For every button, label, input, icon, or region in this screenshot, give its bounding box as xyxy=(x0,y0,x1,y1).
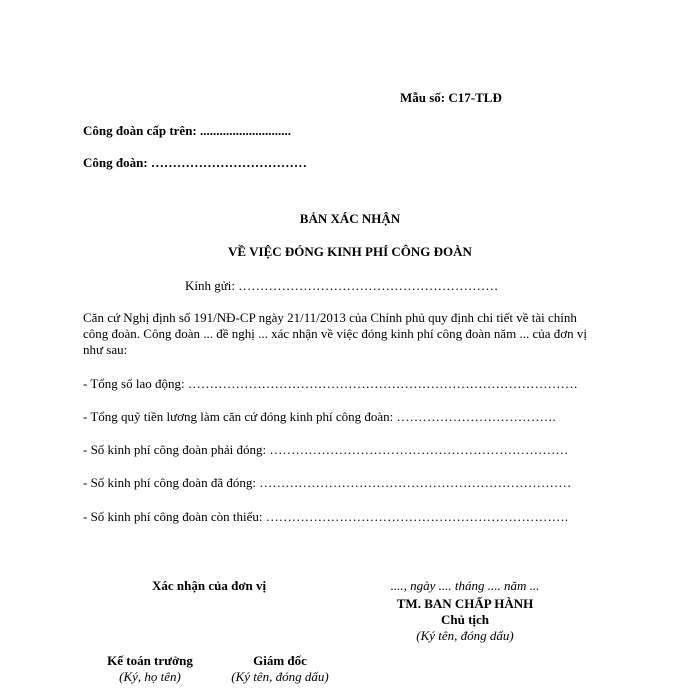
director-sign-note: (Ký tên, đóng dấu) xyxy=(231,669,329,684)
recipient-line: Kính gửi: …………………………………………………… xyxy=(185,278,499,293)
intro-line-2: công đoàn. Công đoàn ... đề nghị ... xác nhận về việc đóng kinh phí công đoàn năm ... của đơn vị xyxy=(83,326,588,341)
intro-line-1: Căn cứ Nghị định số 191/NĐ-CP ngày 21/11/2013 của Chính phủ quy định chi tiết về tài chính xyxy=(83,310,577,325)
document-title: BẢN XÁC NHẬN xyxy=(299,211,401,226)
accountant-title: Kế toán trưởng xyxy=(107,653,193,668)
date-line: ...., ngày .... tháng .... năm ... xyxy=(390,578,540,593)
list-item-total-workers: - Tổng số lao động: ……………………………………………………………………………… xyxy=(83,376,578,391)
board-label: TM. BAN CHẤP HÀNH xyxy=(396,596,534,611)
director-title: Giám đốc xyxy=(253,653,307,668)
list-item-amount-paid: - Số kinh phí công đoàn đã đóng: ……………………………………………………………… xyxy=(83,475,572,490)
list-item-amount-due: - Số kinh phí công đoàn phải đóng: …………………………………………………………… xyxy=(83,442,569,457)
chair-label: Chủ tịch xyxy=(440,612,490,627)
upper-union-line: Công đoàn cấp trên: ............................ xyxy=(83,123,292,138)
accountant-sign-note: (Ký, họ tên) xyxy=(119,669,181,684)
union-line: Công đoàn: ……………………………… xyxy=(83,155,307,170)
form-code: Mẫu số: C17-TLĐ xyxy=(400,90,502,105)
intro-line-3: như sau: xyxy=(83,342,128,357)
unit-confirmation-label: Xác nhận của đơn vị xyxy=(152,578,267,593)
list-item-amount-owed: - Số kinh phí công đoàn còn thiếu: ……………………………………………………………. xyxy=(83,509,568,524)
document-subtitle: VỀ VIỆC ĐÓNG KINH PHÍ CÔNG ĐOÀN xyxy=(228,244,472,259)
list-item-salary-fund: - Tổng quỹ tiền lương làm căn cứ đóng kinh phí công đoàn: ………………………………. xyxy=(83,409,556,424)
chair-sign-note: (Ký tên, đóng dấu) xyxy=(416,628,514,643)
